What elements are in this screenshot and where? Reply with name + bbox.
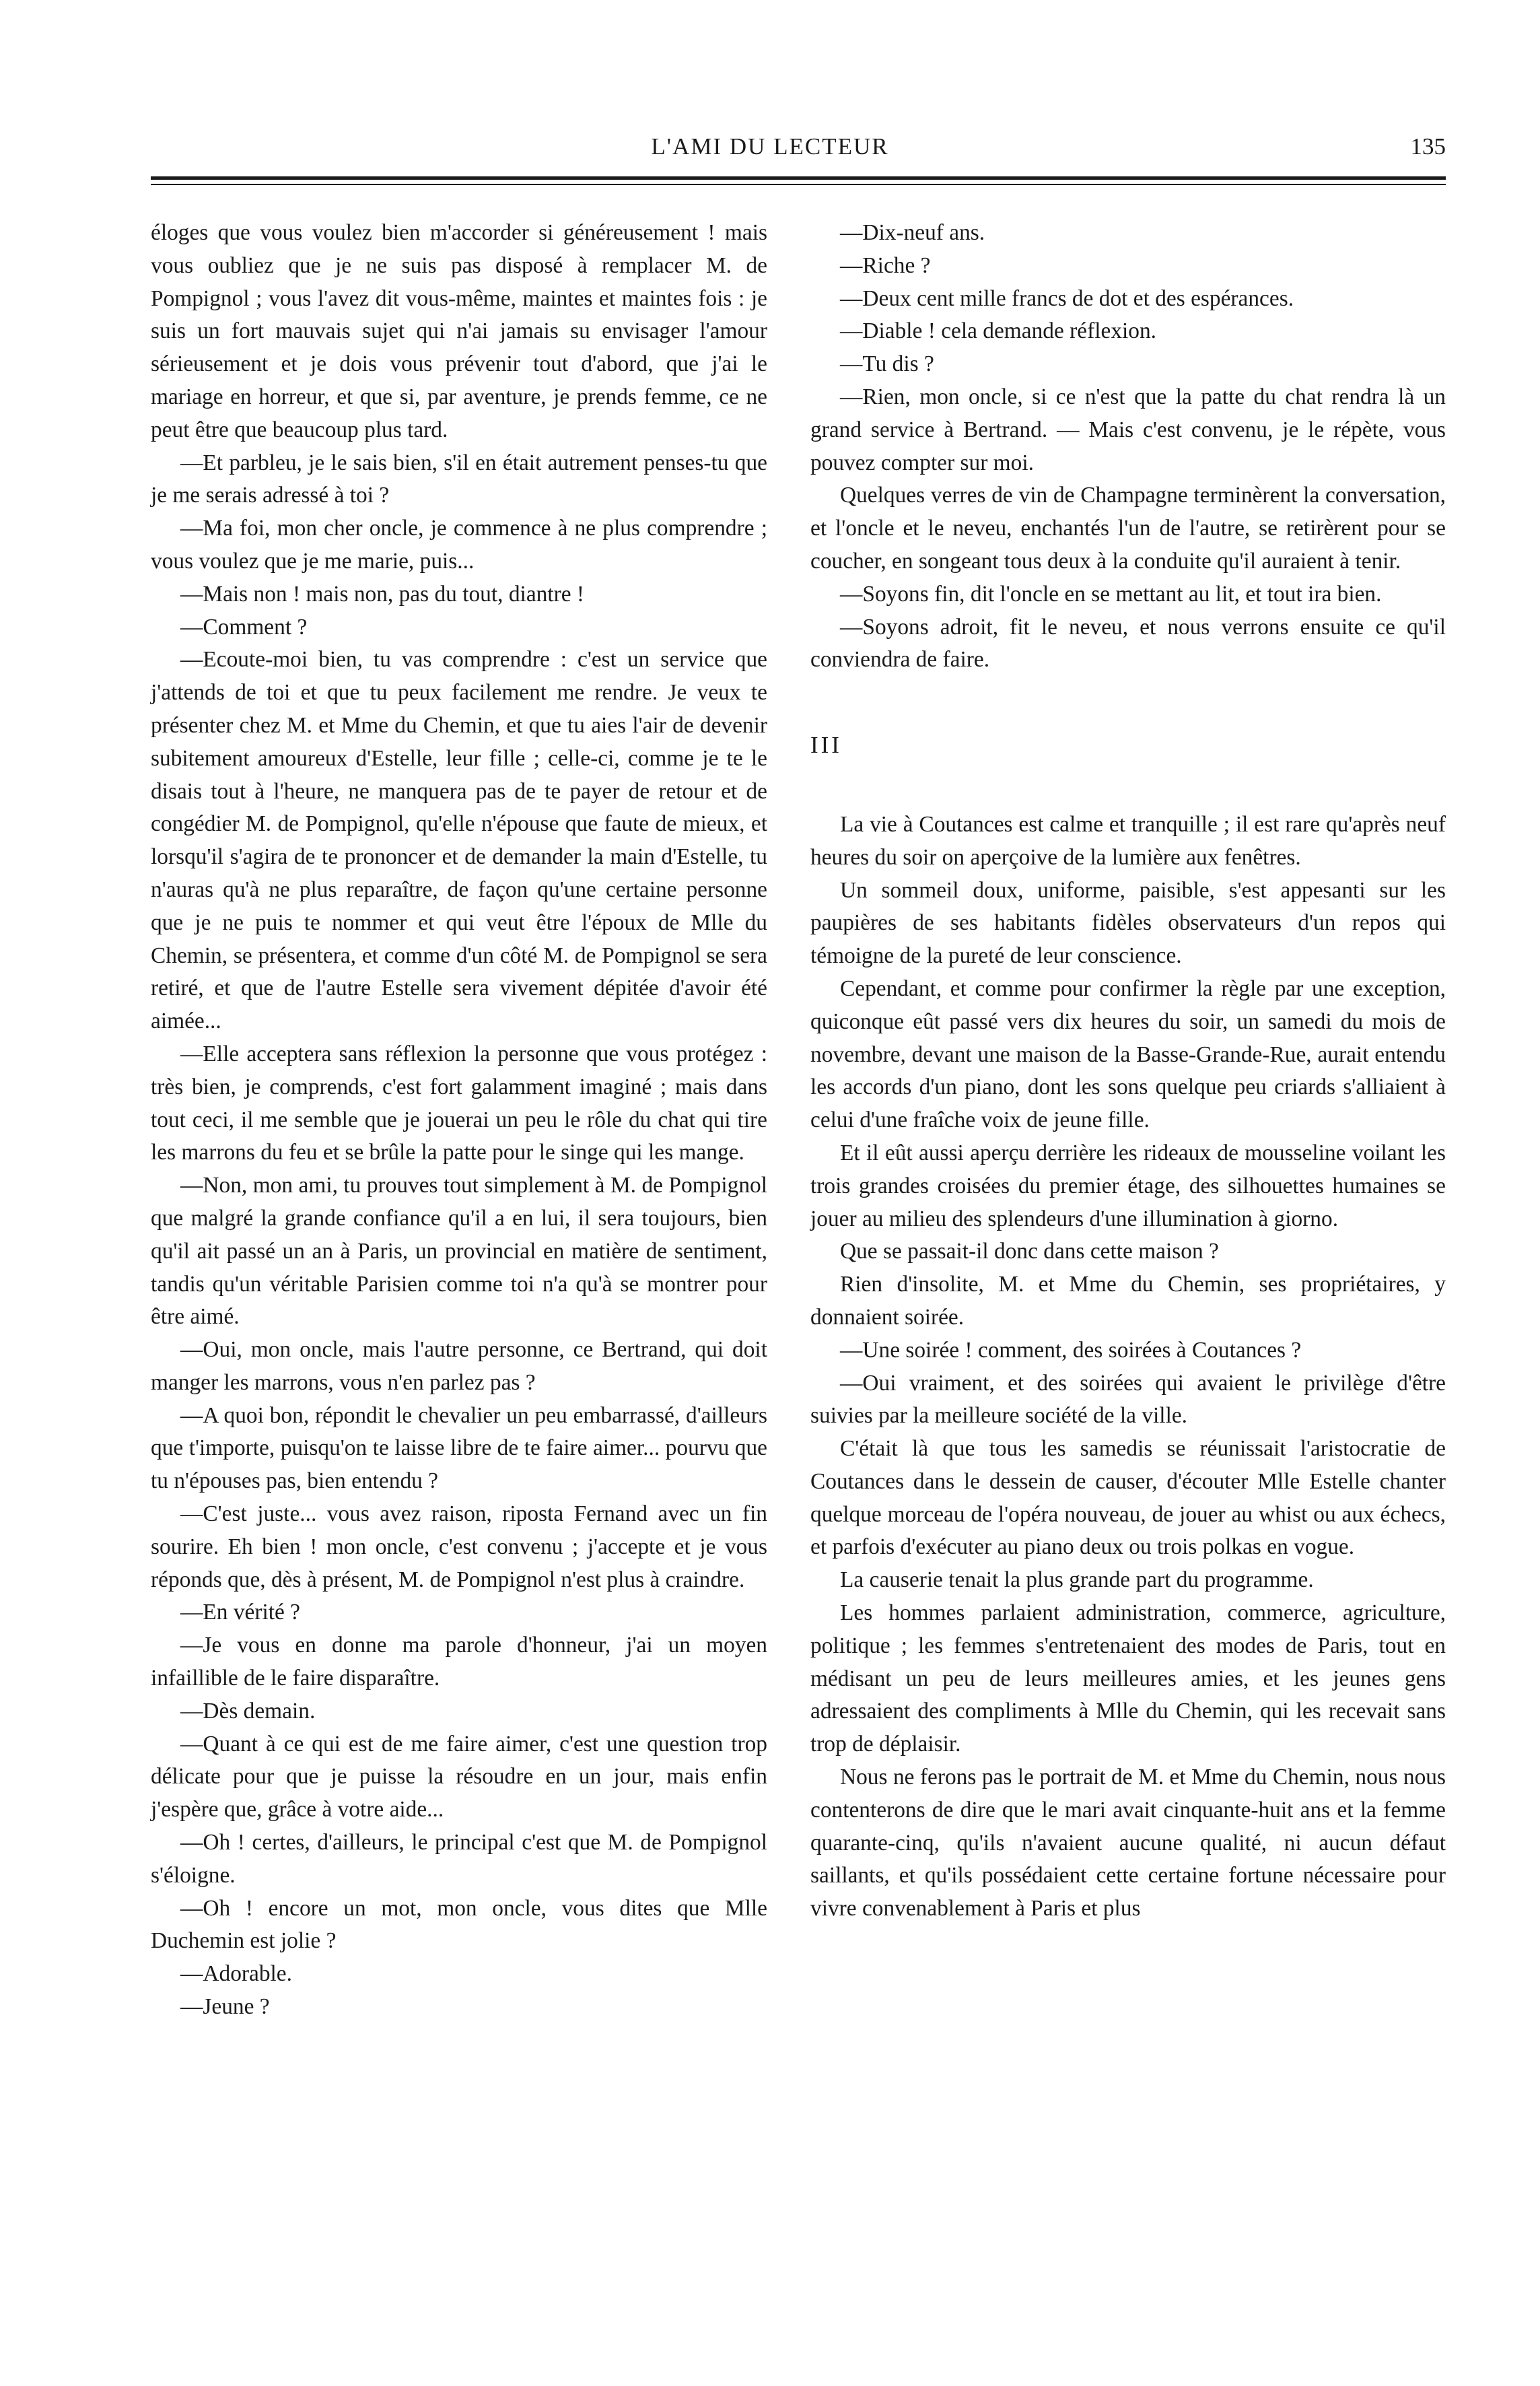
paragraph: —En vérité ? xyxy=(180,1600,301,1625)
left-column xyxy=(151,217,767,2024)
paragraph: —A quoi bon, répondit le chevalier un peu embarrassé, d'ailleurs que t'importe, puisqu'on te laisse libre de te faire aimer... pourvu que tu n'épouses pas, bien entendu ? xyxy=(151,1402,767,1494)
paragraph: —Je vous en donne ma parole d'honneur, j'ai un moyen infaillible de le faire disparaître. xyxy=(151,1633,767,1691)
paragraph: —Quant à ce qui est de me faire aimer, c'est une question trop délicate pour que je puisse la résoudre en un jour, mais enfin j'espère que, grâce à votre aide... xyxy=(151,1731,767,1822)
paragraph: —C'est juste... vous avez raison, riposta Fernand avec un fin sourire. Eh bien ! mon oncle, c'est convenu ; j'accepte et je vous réponds que, dès à présent, M. de Pompignol n'est plus à craindre. xyxy=(151,1501,767,1592)
paragraph: Que se passait-il donc dans cette maison ? xyxy=(840,1239,1219,1264)
paragraph: éloges que vous voulez bien m'accorder si généreusement ! mais vous oubliez que je ne suis pas disposé à remplacer M. de Pompignol ; vous l'avez dit vous-même, maintes et maintes fois : je suis un fort mauvais sujet qui n'ai jamais su envisager l'amour sérieusement et je dois vous prévenir tout d'abord, que j'ai le mariage en horreur, et que si, par aventure, je prends femme, ce ne peut être que beaucoup plus tard. xyxy=(151,220,767,442)
paragraph: —Oh ! encore un mot, mon oncle, vous dites que Mlle Duchemin est jolie ? xyxy=(151,1895,767,1954)
paragraph: C'était là que tous les samedis se réunissait l'aristocratie de Coutances dans le dessein de causer, d'écouter Mlle Estelle chanter quelque morceau de l'opéra nouveau, de jouer au whist ou aux échecs, et parfois d'exécuter au piano deux ou trois polkas en vogue. xyxy=(810,1436,1446,1560)
paragraph: —Soyons fin, dit l'oncle en se mettant au lit, et tout ira bien. xyxy=(840,581,1382,607)
paragraph: —Oui, mon oncle, mais l'autre personne, ce Bertrand, qui doit manger les marrons, vous n'en parlez pas ? xyxy=(151,1337,767,1395)
paragraph: Cependant, et comme pour confirmer la règle par une exception, quiconque eût passé vers dix heures du soir, un samedi du mois de novembre, devant une maison de la Basse-Grande-Rue, aurait entendu les accords d'un piano, dont les sons quelque peu criards s'alliaient à celui d'une fraîche voix de jeune fille. xyxy=(810,976,1446,1133)
paragraph: La causerie tenait la plus grande part du programme. xyxy=(840,1567,1314,1593)
paragraph: —Oui vraiment, et des soirées qui avaient le privilège d'être suivies par la meilleure société de la ville. xyxy=(810,1370,1446,1429)
page-number: 135 xyxy=(1410,133,1446,160)
paragraph: Un sommeil doux, uniforme, paisible, s'est appesanti sur les paupières de ses habitants fidèles observateurs d'un repos qui témoigne de la pureté de leur conscience. xyxy=(810,877,1446,969)
paragraph: —Soyons adroit, fit le neveu, et nous verrons ensuite ce qu'il conviendra de faire. xyxy=(810,614,1446,673)
paragraph: —Oh ! certes, d'ailleurs, le principal c'est que M. de Pompignol s'éloigne. xyxy=(151,1830,767,1888)
running-title: L'AMI DU LECTEUR xyxy=(651,133,889,160)
header-rule-thick xyxy=(151,176,1446,180)
paragraph: —Dix-neuf ans. xyxy=(840,220,985,245)
paragraph: —Rien, mon oncle, si ce n'est que la patte du chat rendra là un grand service à Bertrand. — Mais c'est convenu, je le répète, vous pouvez compter sur moi. xyxy=(810,384,1446,475)
section-heading: III xyxy=(810,732,842,759)
paragraph: —Une soirée ! comment, des soirées à Coutances ? xyxy=(840,1337,1302,1363)
paragraph: —Jeune ? xyxy=(180,1994,270,2020)
paragraph: —Comment ? xyxy=(180,614,308,640)
paragraph: La vie à Coutances est calme et tranquille ; il est rare qu'après neuf heures du soir on aperçoive de la lumière aux fenêtres. xyxy=(810,811,1446,870)
paragraph: —Ma foi, mon cher oncle, je commence à ne plus comprendre ; vous voulez que je me marie, puis... xyxy=(151,516,767,574)
paragraph: —Deux cent mille francs de dot et des espérances. xyxy=(840,285,1294,311)
paragraph: Nous ne ferons pas le portrait de M. et Mme du Chemin, nous nous contenterons de dire que le mari avait cinquante-huit ans et la femme quarante-cinq, qu'ils n'avaient aucune qualité, ni aucun défaut saillants, et qu'ils possédaient cette certaine fortune nécessaire pour vivre convenablement à Paris et plus xyxy=(810,1765,1446,1921)
paragraph: —Adorable. xyxy=(180,1961,292,1987)
paragraph: —Mais non ! mais non, pas du tout, diantre ! xyxy=(180,581,585,607)
right-column xyxy=(810,217,1446,1925)
header-rule-thin xyxy=(151,184,1446,185)
paragraph: —Diable ! cela demande réflexion. xyxy=(840,318,1157,344)
paragraph: —Ecoute-moi bien, tu vas comprendre : c'est un service que j'attends de toi et que tu peux facilement me rendre. Je veux te présenter chez M. et Mme du Chemin, et que tu aies l'air de devenir subitement amoureux d'Estelle, leur fille ; celle-ci, comme je te le disais tout à l'heure, ne manquera pas de te payer de retour et de congédier M. de Pompignol, qu'elle n'épouse que faute de mieux, et lorsqu'il s'agira de te prononcer et de demander la main d'Estelle, tu n'auras qu'à ne plus reparaître, de façon qu'une certaine personne que je ne puis te nommer et qui veut être l'époux de Mlle du Chemin, se présentera, et comme d'un côté M. de Pompignol se sera retiré, et que de l'autre Estelle sera vivement dépitée d'avoir été aimée... xyxy=(151,647,767,1034)
paragraph: —Tu dis ? xyxy=(840,351,934,377)
paragraph: —Elle acceptera sans réflexion la personne que vous protégez : très bien, je comprends, c'est fort galamment imaginé ; mais dans tout ceci, il me semble que je jouerai un peu le rôle du chat qui tire les marrons du feu et se brûle la patte pour le singe qui les mange. xyxy=(151,1041,767,1165)
paragraph: Et il eût aussi aperçu derrière les rideaux de mousseline voilant les trois grandes croisées du premier étage, des silhouettes humaines se jouer au milieu des splendeurs d'une illumination à giorno. xyxy=(810,1140,1446,1231)
paragraph: Quelques verres de vin de Champagne terminèrent la conversation, et l'oncle et le neveu, enchantés l'un de l'autre, se retirèrent pour se coucher, en songeant tous deux à la conduite qu'il auraient à tenir. xyxy=(810,483,1446,574)
paragraph: —Riche ? xyxy=(840,252,931,278)
paragraph: —Et parbleu, je le sais bien, s'il en était autrement penses-tu que je me serais adressé à toi ? xyxy=(151,450,767,508)
paragraph: —Dès demain. xyxy=(180,1698,316,1724)
paragraph: Rien d'insolite, M. et Mme du Chemin, ses propriétaires, y donnaient soirée. xyxy=(810,1272,1446,1330)
paragraph: —Non, mon ami, tu prouves tout simplement à M. de Pompignol que malgré la grande confiance qu'il a en lui, il sera toujours, bien qu'il ait passé un an à Paris, un provincial en matière de sentiment, tandis qu'un véritable Parisien comme toi n'a qu'à se montrer pour être aimé. xyxy=(151,1173,767,1330)
paragraph: Les hommes parlaient administration, commerce, agriculture, politique ; les femmes s'entretenaient des modes de Paris, tout en médisant un peu de leurs meilleures amies, et les jeunes gens adressaient des compliments à Mlle du Chemin, qui les recevait sans trop de déplaisir. xyxy=(810,1600,1446,1757)
